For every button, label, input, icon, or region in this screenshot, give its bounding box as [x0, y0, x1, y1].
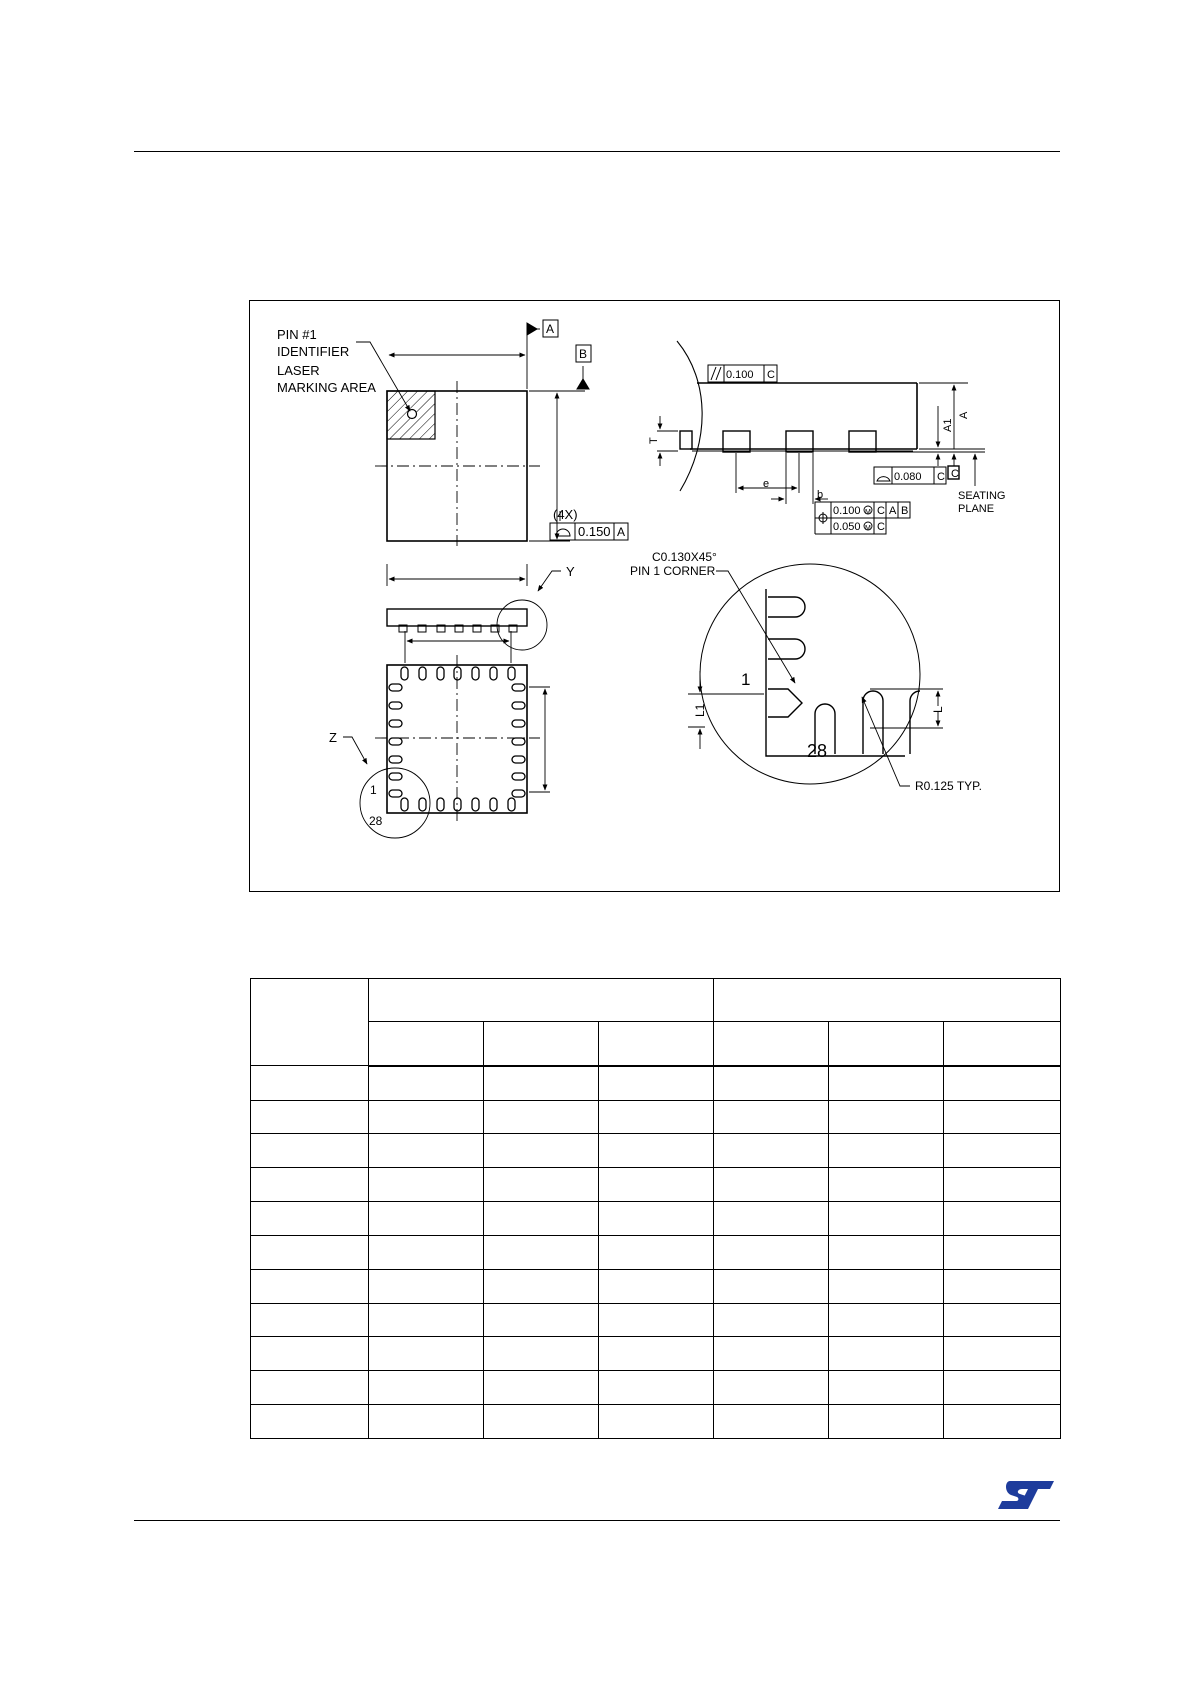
pos-row2-value: 0.050	[833, 521, 861, 533]
chamfer-line2: PIN 1 CORNER	[630, 564, 716, 578]
table-cell	[944, 1405, 1061, 1439]
table-header-row-2	[251, 1022, 1061, 1066]
parallel-tol-value: 0.100	[726, 369, 754, 381]
table-cell	[484, 1303, 599, 1337]
table-cell	[714, 1371, 829, 1405]
table-cell	[829, 1405, 944, 1439]
pin1-dot	[408, 410, 417, 419]
table-cell	[369, 1022, 484, 1066]
table-cell	[714, 1066, 829, 1100]
table-cell	[944, 1168, 1061, 1202]
table-row	[251, 1134, 1061, 1168]
flat-tol-datum: C	[937, 471, 945, 483]
table-cell	[714, 1269, 829, 1303]
pos-row2-ref: C	[877, 521, 885, 533]
table-cell	[599, 1168, 714, 1202]
table-cell	[714, 1303, 829, 1337]
label-a1: A1	[942, 418, 954, 432]
table-cell	[829, 1235, 944, 1269]
table-cell	[369, 1066, 484, 1100]
table-cell	[251, 1066, 369, 1100]
datum-c: C	[951, 468, 959, 480]
seating-line1: SEATING	[958, 490, 1006, 502]
table-cell	[829, 1134, 944, 1168]
table-cell	[944, 1235, 1061, 1269]
table-cell	[369, 1235, 484, 1269]
table-header-row-1	[251, 979, 1061, 1022]
table-row	[251, 1168, 1061, 1202]
table-cell	[484, 1371, 599, 1405]
table-cell	[599, 1100, 714, 1134]
qty-4x: (4X)	[553, 507, 578, 522]
pos-row1-mmc: M	[865, 509, 871, 516]
table-row	[251, 1066, 1061, 1100]
chamfer-line1: C0.130X45°	[652, 550, 717, 564]
st-logo-icon	[996, 1477, 1056, 1513]
table-cell	[369, 1337, 484, 1371]
table-cell	[829, 1168, 944, 1202]
label-e: e	[763, 478, 770, 490]
table-cell	[829, 1269, 944, 1303]
table-cell	[369, 1100, 484, 1134]
table-cell	[484, 1066, 599, 1100]
table-cell	[369, 1303, 484, 1337]
table-cell	[484, 1269, 599, 1303]
profile-view	[657, 341, 985, 534]
top-tol-value: 0.150	[578, 524, 611, 539]
table-cell	[251, 1371, 369, 1405]
table-cell	[484, 1235, 599, 1269]
table-cell	[599, 1405, 714, 1439]
table-cell	[714, 1235, 829, 1269]
package-outline-drawing	[249, 300, 1060, 892]
detail-pin-1: 1	[741, 670, 751, 689]
table-cell	[944, 1371, 1061, 1405]
table-cell	[714, 1202, 829, 1236]
table-cell	[369, 1134, 484, 1168]
top-tol-datum: A	[617, 525, 626, 539]
table-cell	[369, 1168, 484, 1202]
radius-note: R0.125 TYP.	[915, 779, 982, 793]
pos-row1-ref-2: A	[889, 505, 897, 517]
table-cell	[251, 1337, 369, 1371]
laser-label-line1: LASER	[277, 363, 320, 378]
table-cell	[484, 1022, 599, 1066]
top-view	[356, 320, 628, 546]
label-l1: L1	[693, 703, 707, 717]
bottom-view	[343, 631, 550, 838]
table-cell	[829, 1337, 944, 1371]
header-rule	[134, 151, 1060, 152]
table-cell	[944, 1066, 1061, 1100]
table-cell	[599, 1235, 714, 1269]
table-cell	[714, 1100, 829, 1134]
table-cell	[484, 1134, 599, 1168]
table-row	[251, 1371, 1061, 1405]
detail-z-label: Z	[329, 730, 337, 745]
table-cell	[944, 1022, 1061, 1066]
table-cell	[369, 1371, 484, 1405]
table-cell	[251, 1100, 369, 1134]
pin1-label-line1: PIN #1	[277, 327, 317, 342]
table-cell	[944, 1202, 1061, 1236]
datum-b: B	[579, 347, 588, 361]
pos-row1-ref-1: C	[877, 505, 885, 517]
table-cell	[829, 1303, 944, 1337]
table-cell	[251, 1134, 369, 1168]
table-cell	[251, 1235, 369, 1269]
table-cell	[599, 1022, 714, 1066]
table-row	[251, 1337, 1061, 1371]
table-cell	[251, 1405, 369, 1439]
table-cell	[599, 1303, 714, 1337]
table-cell	[829, 1202, 944, 1236]
label-b: b	[817, 489, 824, 501]
table-row	[251, 1405, 1061, 1439]
pin1-label-line2: IDENTIFIER	[277, 344, 350, 359]
table-cell	[714, 979, 1061, 1022]
table-cell	[714, 1134, 829, 1168]
table-cell	[599, 1337, 714, 1371]
seating-line2: PLANE	[958, 503, 995, 515]
table-cell	[829, 1371, 944, 1405]
label-l: L	[931, 706, 945, 713]
label-t: T	[648, 437, 660, 444]
pos-row1-value: 0.100	[833, 505, 861, 517]
table-cell	[251, 1168, 369, 1202]
table-cell	[251, 1269, 369, 1303]
dimensions-table	[250, 978, 1061, 1439]
table-cell	[944, 1269, 1061, 1303]
table-cell	[484, 1168, 599, 1202]
pos-row2-mmc: M	[865, 525, 871, 532]
table-cell	[599, 1134, 714, 1168]
parallel-tol-datum: C	[767, 369, 775, 381]
table-row	[251, 1100, 1061, 1134]
table-row	[251, 1235, 1061, 1269]
footer-rule	[134, 1520, 1060, 1521]
table-cell	[369, 1269, 484, 1303]
label-a: A	[958, 411, 970, 419]
laser-label-line2: MARKING AREA	[277, 380, 376, 395]
table-cell	[714, 1405, 829, 1439]
top-view-labels	[277, 322, 625, 539]
table-cell	[251, 1303, 369, 1337]
detail-pin-28: 28	[807, 741, 828, 761]
package-outline-svg	[250, 301, 1061, 893]
bottom-pin-28: 28	[369, 814, 383, 828]
bottom-pin-1: 1	[370, 783, 377, 797]
table-cell	[599, 1066, 714, 1100]
table-cell	[484, 1100, 599, 1134]
table-row	[251, 1202, 1061, 1236]
datum-a: A	[546, 322, 555, 336]
table-cell	[944, 1100, 1061, 1134]
table-row	[251, 1269, 1061, 1303]
table-cell	[829, 1022, 944, 1066]
side-view	[387, 564, 561, 650]
table-cell	[714, 1168, 829, 1202]
flat-tol-value: 0.080	[894, 471, 922, 483]
table-cell	[369, 1405, 484, 1439]
pos-row1-ref-3: B	[901, 505, 909, 517]
detail-y-label: Y	[566, 564, 575, 579]
table-cell	[251, 979, 369, 1066]
table-cell	[369, 979, 714, 1022]
table-cell	[599, 1202, 714, 1236]
table-cell	[944, 1303, 1061, 1337]
table-cell	[599, 1371, 714, 1405]
table-cell	[944, 1337, 1061, 1371]
table-cell	[251, 1202, 369, 1236]
detail-y-circle	[497, 600, 547, 650]
table-cell	[714, 1022, 829, 1066]
table-row	[251, 1303, 1061, 1337]
table-cell	[484, 1202, 599, 1236]
table-cell	[829, 1066, 944, 1100]
table-cell	[599, 1269, 714, 1303]
table-cell	[484, 1337, 599, 1371]
table-cell	[829, 1100, 944, 1134]
table-cell	[944, 1134, 1061, 1168]
table-cell	[484, 1405, 599, 1439]
table-cell	[369, 1202, 484, 1236]
table-cell	[714, 1337, 829, 1371]
